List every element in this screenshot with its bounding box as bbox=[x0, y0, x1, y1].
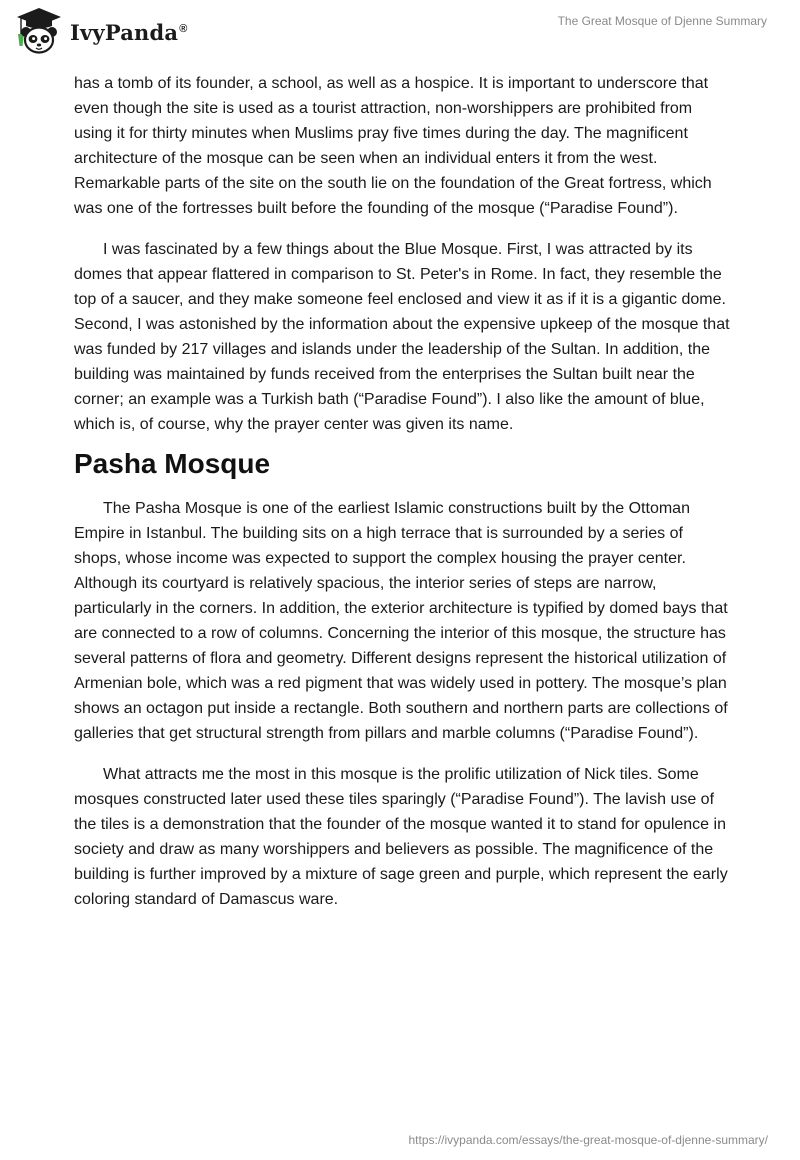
paragraph-spacer bbox=[74, 221, 734, 237]
paragraph-spacer bbox=[74, 746, 734, 762]
essay-body bbox=[74, 71, 734, 912]
document-title: The Great Mosque of Djenne Summary bbox=[557, 14, 767, 28]
paragraph: I was fascinated by a few things about the Blue Mosque. First, I was attracted by its domes that appear flattered in comparison to St. Peter's in Rome. In fact, they resemble the top of a saucer, and they make someone feel enclosed and view it as if it is a gigantic dome. Second, I was astonished by the information about the expensive upkeep of the mosque that was funded by 217 villages and islands under the leadership of the Sultan. In addition, the building was maintained by funds received from the enterprises the Sultan built near the corner; an example was a Turkish bath (“Paradise Found”). I also like the amount of blue, which is, of course, why the prayer center was given its name. bbox=[74, 241, 730, 433]
ivypanda-logo[interactable] bbox=[14, 6, 188, 56]
page-header bbox=[0, 0, 800, 70]
source-url[interactable]: https://ivypanda.com/essays/the-great-mosque-of-djenne-summary/ bbox=[408, 1133, 768, 1147]
paragraph: What attracts me the most in this mosque is the prolific utilization of Nick tiles. Some mosques constructed later used these tiles sparingly (“Paradise Found”). The lavish use of the tiles is a demonstration that the founder of the mosque wanted it to stand for opulence in society and draw as many worshippers and believers as possible. The magnificence of the building is further improved by a mixture of sage green and purple, which represent the early coloring standard of Damascus ware. bbox=[74, 766, 728, 908]
logo-wordmark bbox=[70, 20, 188, 45]
paragraph: The Pasha Mosque is one of the earliest Islamic constructions built by the Ottoman Empire in Istanbul. The building sits on a high terrace that is surrounded by a series of shops, whose income was expected to support the complex housing the prayer center. Although its courtyard is relatively spacious, the interior series of steps are narrow, particularly in the corners. In addition, the exterior architecture is typified by domed bays that are connected to a row of columns. Concerning the interior of this mosque, the structure has several patterns of flora and geometry. Different designs represent the historical utilization of Armenian bole, which was a red pigment that was widely used in pottery. The mosque’s plan shows an octagon put inside a rectangle. Both southern and northern parts are collections of galleries that get structural strength from pillars and marble columns (“Paradise Found”). bbox=[74, 500, 728, 742]
logo-text: IvyPanda bbox=[70, 19, 179, 45]
paragraph: has a tomb of its founder, a school, as well as a hospice. It is important to underscore that even though the site is used as a tourist attraction, non-worshippers are prohibited from using it for thirty minutes when Muslims pray five times during the day. The magnificent architecture of the mosque can be seen when an individual enters it from the west. Remarkable parts of the site on the south lie on the foundation of the Great fortress, which was one of the fortresses built before the founding of the mosque (“Paradise Found”). bbox=[74, 75, 712, 217]
registered-mark: ® bbox=[179, 22, 188, 35]
panda-graduation-cap-icon bbox=[14, 6, 64, 56]
section-heading: Pasha Mosque bbox=[74, 448, 271, 479]
